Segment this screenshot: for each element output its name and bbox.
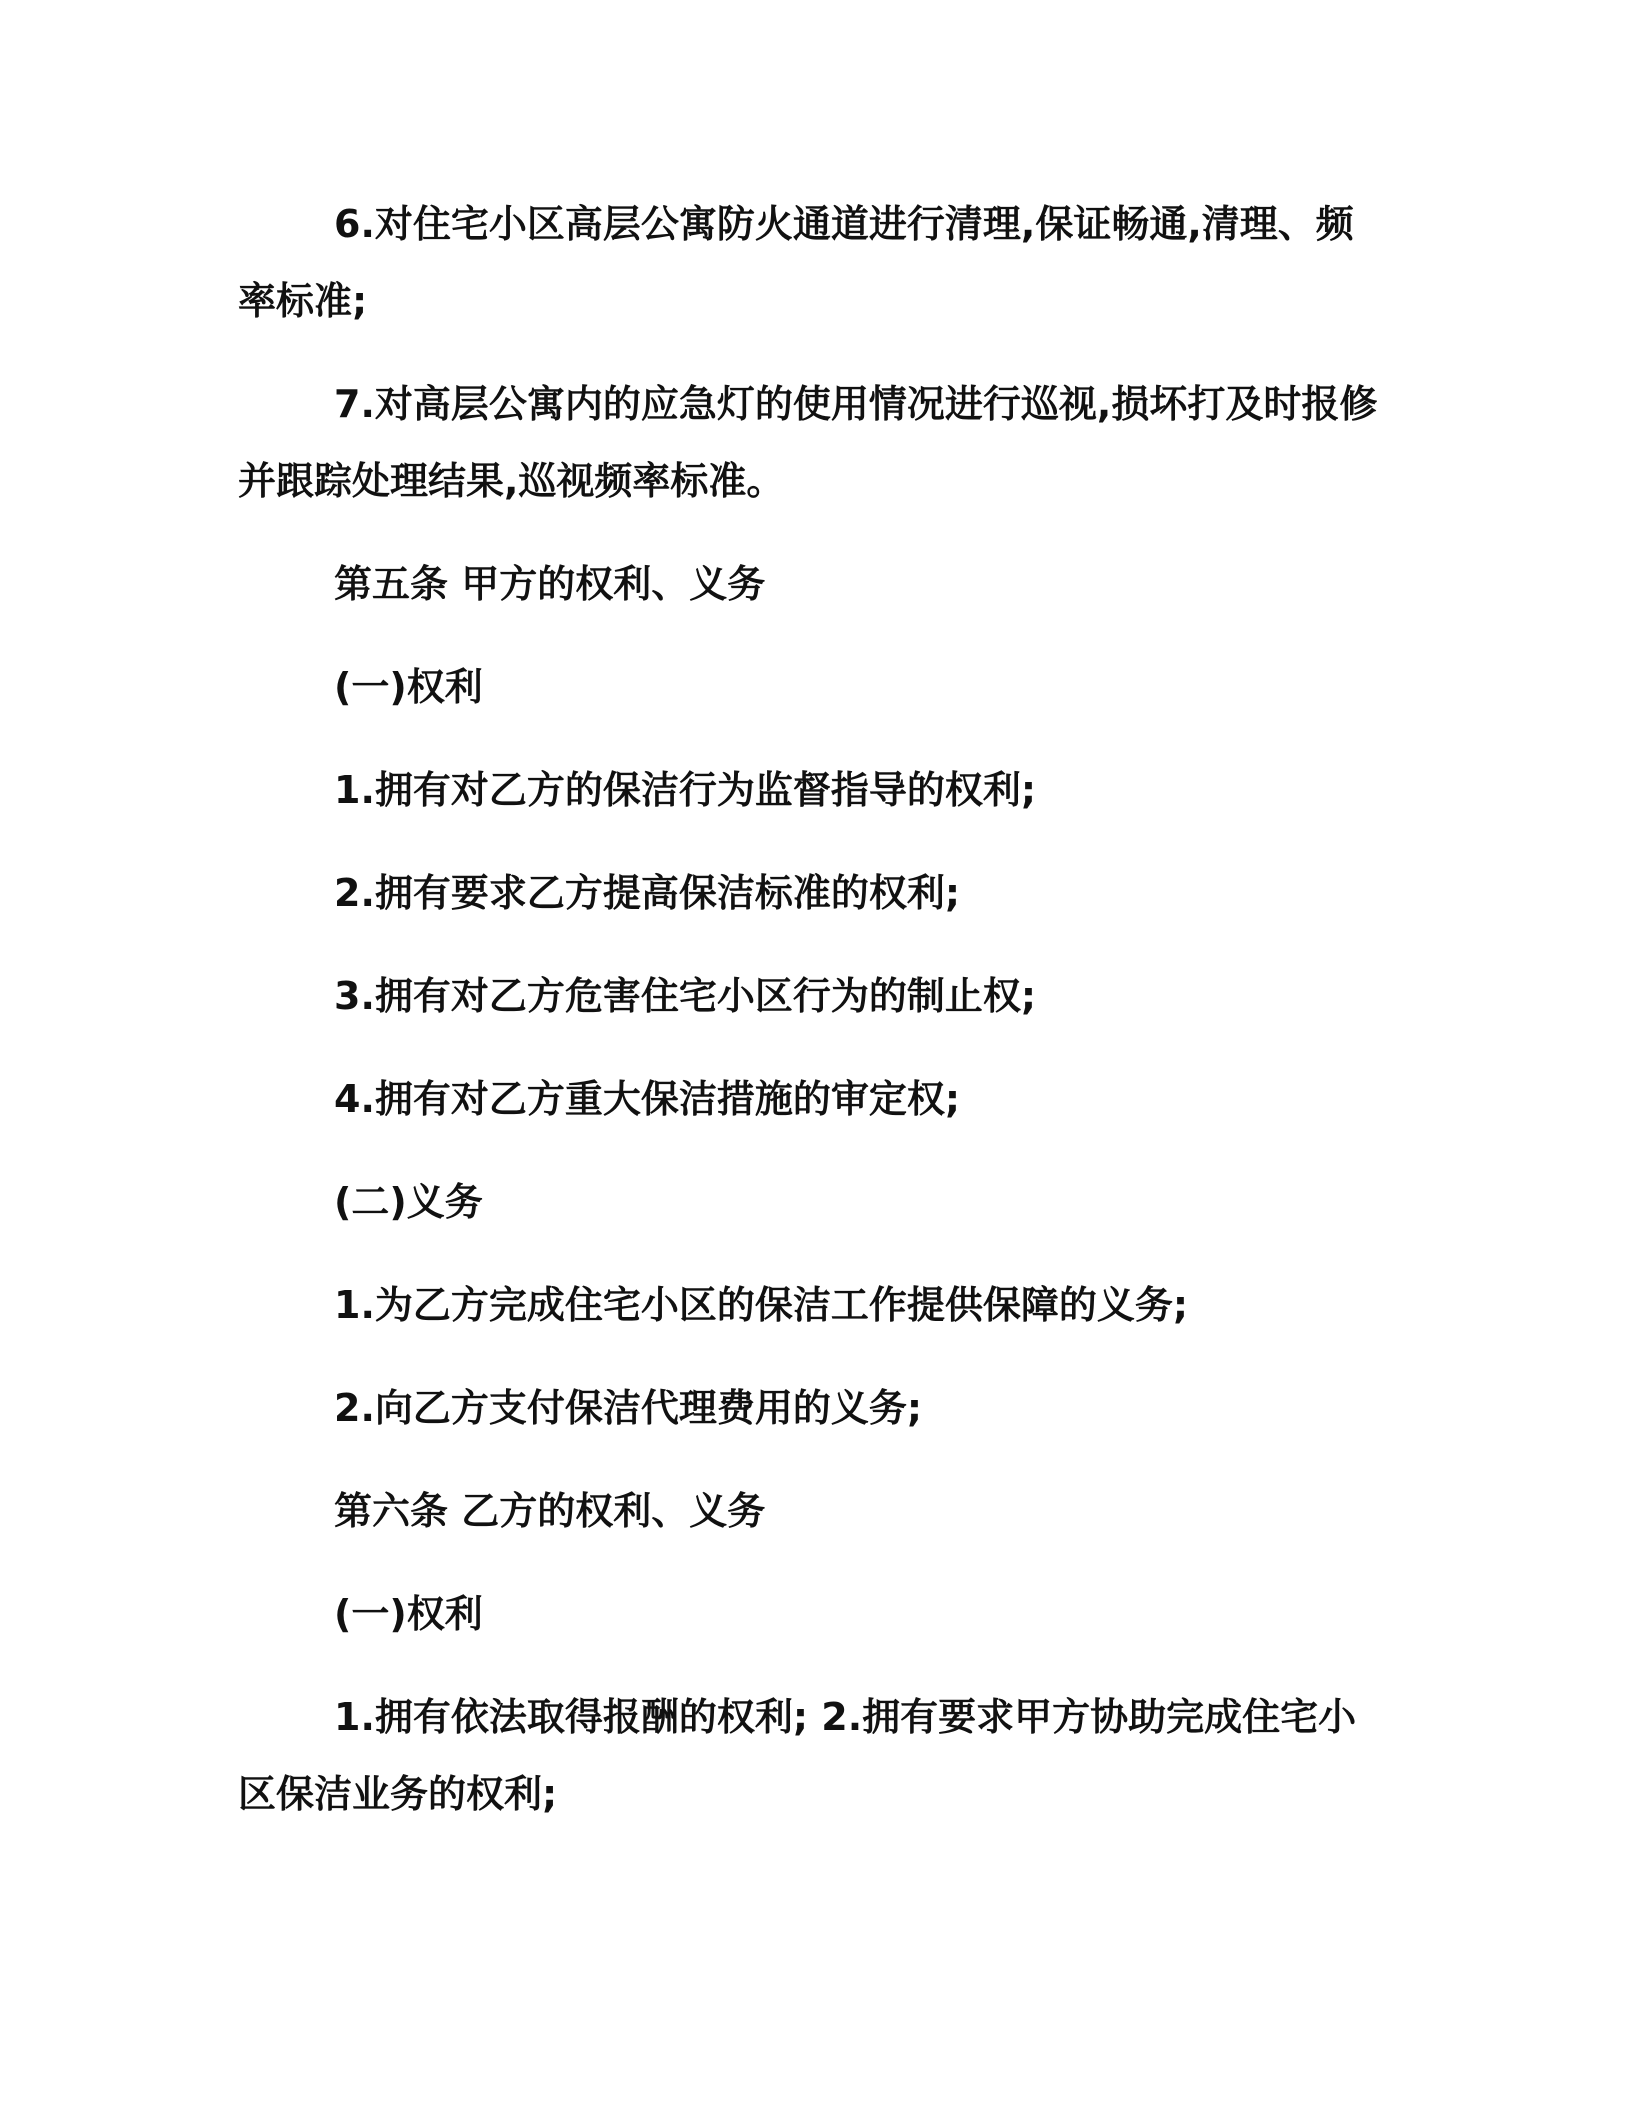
list-item: 1.为乙方完成住宅小区的保洁工作提供保障的义务; bbox=[334, 1283, 1189, 1327]
subsection-heading: (一)权利 bbox=[334, 665, 483, 709]
paragraph: 7.对高层公寓内的应急灯的使用情况进行巡视,损坏打及时报修并跟踪处理结果,巡视频率标准。 bbox=[238, 382, 1378, 503]
list-item: 3.拥有对乙方危害住宅小区行为的制止权; bbox=[334, 974, 1037, 1018]
list-item: 1.拥有依法取得报酬的权利; 2.拥有要求甲方协助完成住宅小区保洁业务的权利; bbox=[238, 1695, 1357, 1816]
list-item: 4.拥有对乙方重大保洁措施的审定权; bbox=[334, 1077, 961, 1121]
list-item: 1.拥有对乙方的保洁行为监督指导的权利; bbox=[334, 768, 1037, 812]
subsection-heading: (二)义务 bbox=[334, 1180, 483, 1224]
paragraph: 6.对住宅小区高层公寓防火通道进行清理,保证畅通,清理、频率标准; bbox=[238, 202, 1354, 323]
subsection-heading: (一)权利 bbox=[334, 1592, 483, 1636]
section-heading: 第六条 乙方的权利、义务 bbox=[334, 1489, 766, 1533]
list-item: 2.向乙方支付保洁代理费用的义务; bbox=[334, 1386, 923, 1430]
list-item: 2.拥有要求乙方提高保洁标准的权利; bbox=[334, 871, 961, 915]
document-body bbox=[238, 186, 1388, 1859]
section-heading: 第五条 甲方的权利、义务 bbox=[334, 562, 766, 606]
